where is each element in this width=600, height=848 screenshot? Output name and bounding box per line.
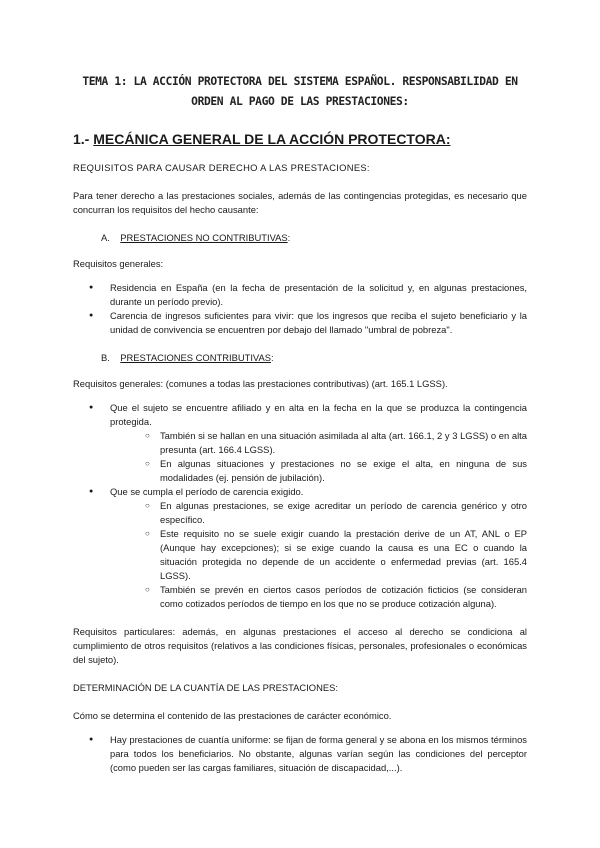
c-bullet-list xyxy=(73,401,527,611)
list-item: ● Hay prestaciones de cuantía uniforme: se fijan de forma general y se abona en los mismos términos para todos los beneficiarios. No obstante, algunas varían según las condiciones del perceptor (como pueden ser las cargas familiares, situación de discapacidad,...). xyxy=(73,733,527,775)
list-item: ● Carencia de ingresos suficientes para vivir: que los ingresos que reciba el sujeto beneficiario y la unidad de convivencia se encuentren por debajo del llamado "umbral de pobreza". xyxy=(73,309,527,337)
sub-list-item: ○ También si se hallan en una situación asimilada al alta (art. 166.1, 2 y 3 LGSS) o en alta presunta (art. 166.4 LGSS). xyxy=(110,429,527,457)
subheading-b-colon: : xyxy=(271,352,274,363)
sub-list-item: ○ En algunas situaciones y prestaciones no se exige el alta, en ninguna de sus modalidades (ej. pensión de jubilación). xyxy=(110,457,527,485)
section-requisitos-title: REQUISITOS PARA CAUSAR DERECHO A LAS PRESTACIONES: xyxy=(73,162,370,173)
list-item: ● Residencia en España (en la fecha de presentación de la solicitud y, en algunas prestaciones, durante un período previo). xyxy=(73,281,527,309)
section-cuantia-title: DETERMINACIÓN DE LA CUANTÍA DE LAS PRESTACIONES: xyxy=(73,682,338,693)
requisitos-generales-c: Requisitos generales: (comunes a todas las prestaciones contributivas) (art. 165.1 LGSS). xyxy=(73,378,448,389)
list-item-text: Que se cumpla el período de carencia exigido. xyxy=(110,486,304,497)
subheading-a xyxy=(101,231,527,245)
list-item-text: Que el sujeto se encuentre afiliado y en alta en la fecha en la que se produzca la contingencia protegida. xyxy=(110,402,527,427)
subheading-a-letter: A. xyxy=(101,232,110,243)
subheading-b xyxy=(101,351,527,365)
cuantia-intro: Cómo se determina el contenido de las prestaciones de carácter económico. xyxy=(73,710,392,721)
intro-paragraph: Para tener derecho a las prestaciones sociales, además de las contingencias protegidas, es necesario que concurran los requisitos del hecho causante: xyxy=(73,190,527,215)
sub-list-item: ○ También se prevén en ciertos casos períodos de cotización ficticios (se consideran como cotizados períodos de tiempo en los que no se produce cotización alguna). xyxy=(110,583,527,611)
requisitos-particulares: Requisitos particulares: además, en algunas prestaciones el acceso al derecho se condiciona al cumplimiento de otros requisitos (relativos a las condiciones físicas, personales, profesionales o económicas del sujeto). xyxy=(73,626,527,665)
subheading-a-title: PRESTACIONES NO CONTRIBUTIVAS xyxy=(120,232,288,243)
c-sub-list-1 xyxy=(110,429,527,485)
subheading-b-letter: B. xyxy=(101,352,110,363)
list-item xyxy=(73,485,527,611)
heading-1-text: MECÁNICA GENERAL DE LA ACCIÓN PROTECTORA: xyxy=(93,131,451,147)
cuantia-bullet-list xyxy=(73,733,527,775)
heading-1-number: 1.- xyxy=(73,131,94,147)
list-item xyxy=(73,401,527,485)
document-title: TEMA 1: LA ACCIÓN PROTECTORA DEL SISTEMA ESPAÑOL. RESPONSABILIDAD EN ORDEN AL PAGO DE LAS PRESTACIONES: xyxy=(82,75,518,108)
requisitos-generales-nc: Requisitos generales: xyxy=(73,258,164,269)
nc-bullet-list xyxy=(73,281,527,337)
sub-list-item: ○ En algunas prestaciones, se exige acreditar un período de carencia genérico y otro específico. xyxy=(110,499,527,527)
sub-list-item: ○ Este requisito no se suele exigir cuando la prestación derive de un AT, ANL o EP (Aunque hay excepciones); si se exige cuando la causa es una EC o cuando la situación protegida no depende de un accidente o enfermedad previas (art. 165.4 LGSS). xyxy=(110,527,527,583)
c-sub-list-2 xyxy=(110,499,527,611)
subheading-a-colon: : xyxy=(287,232,291,243)
subheading-b-title: PRESTACIONES CONTRIBUTIVAS xyxy=(120,352,271,363)
heading-1 xyxy=(73,131,527,147)
